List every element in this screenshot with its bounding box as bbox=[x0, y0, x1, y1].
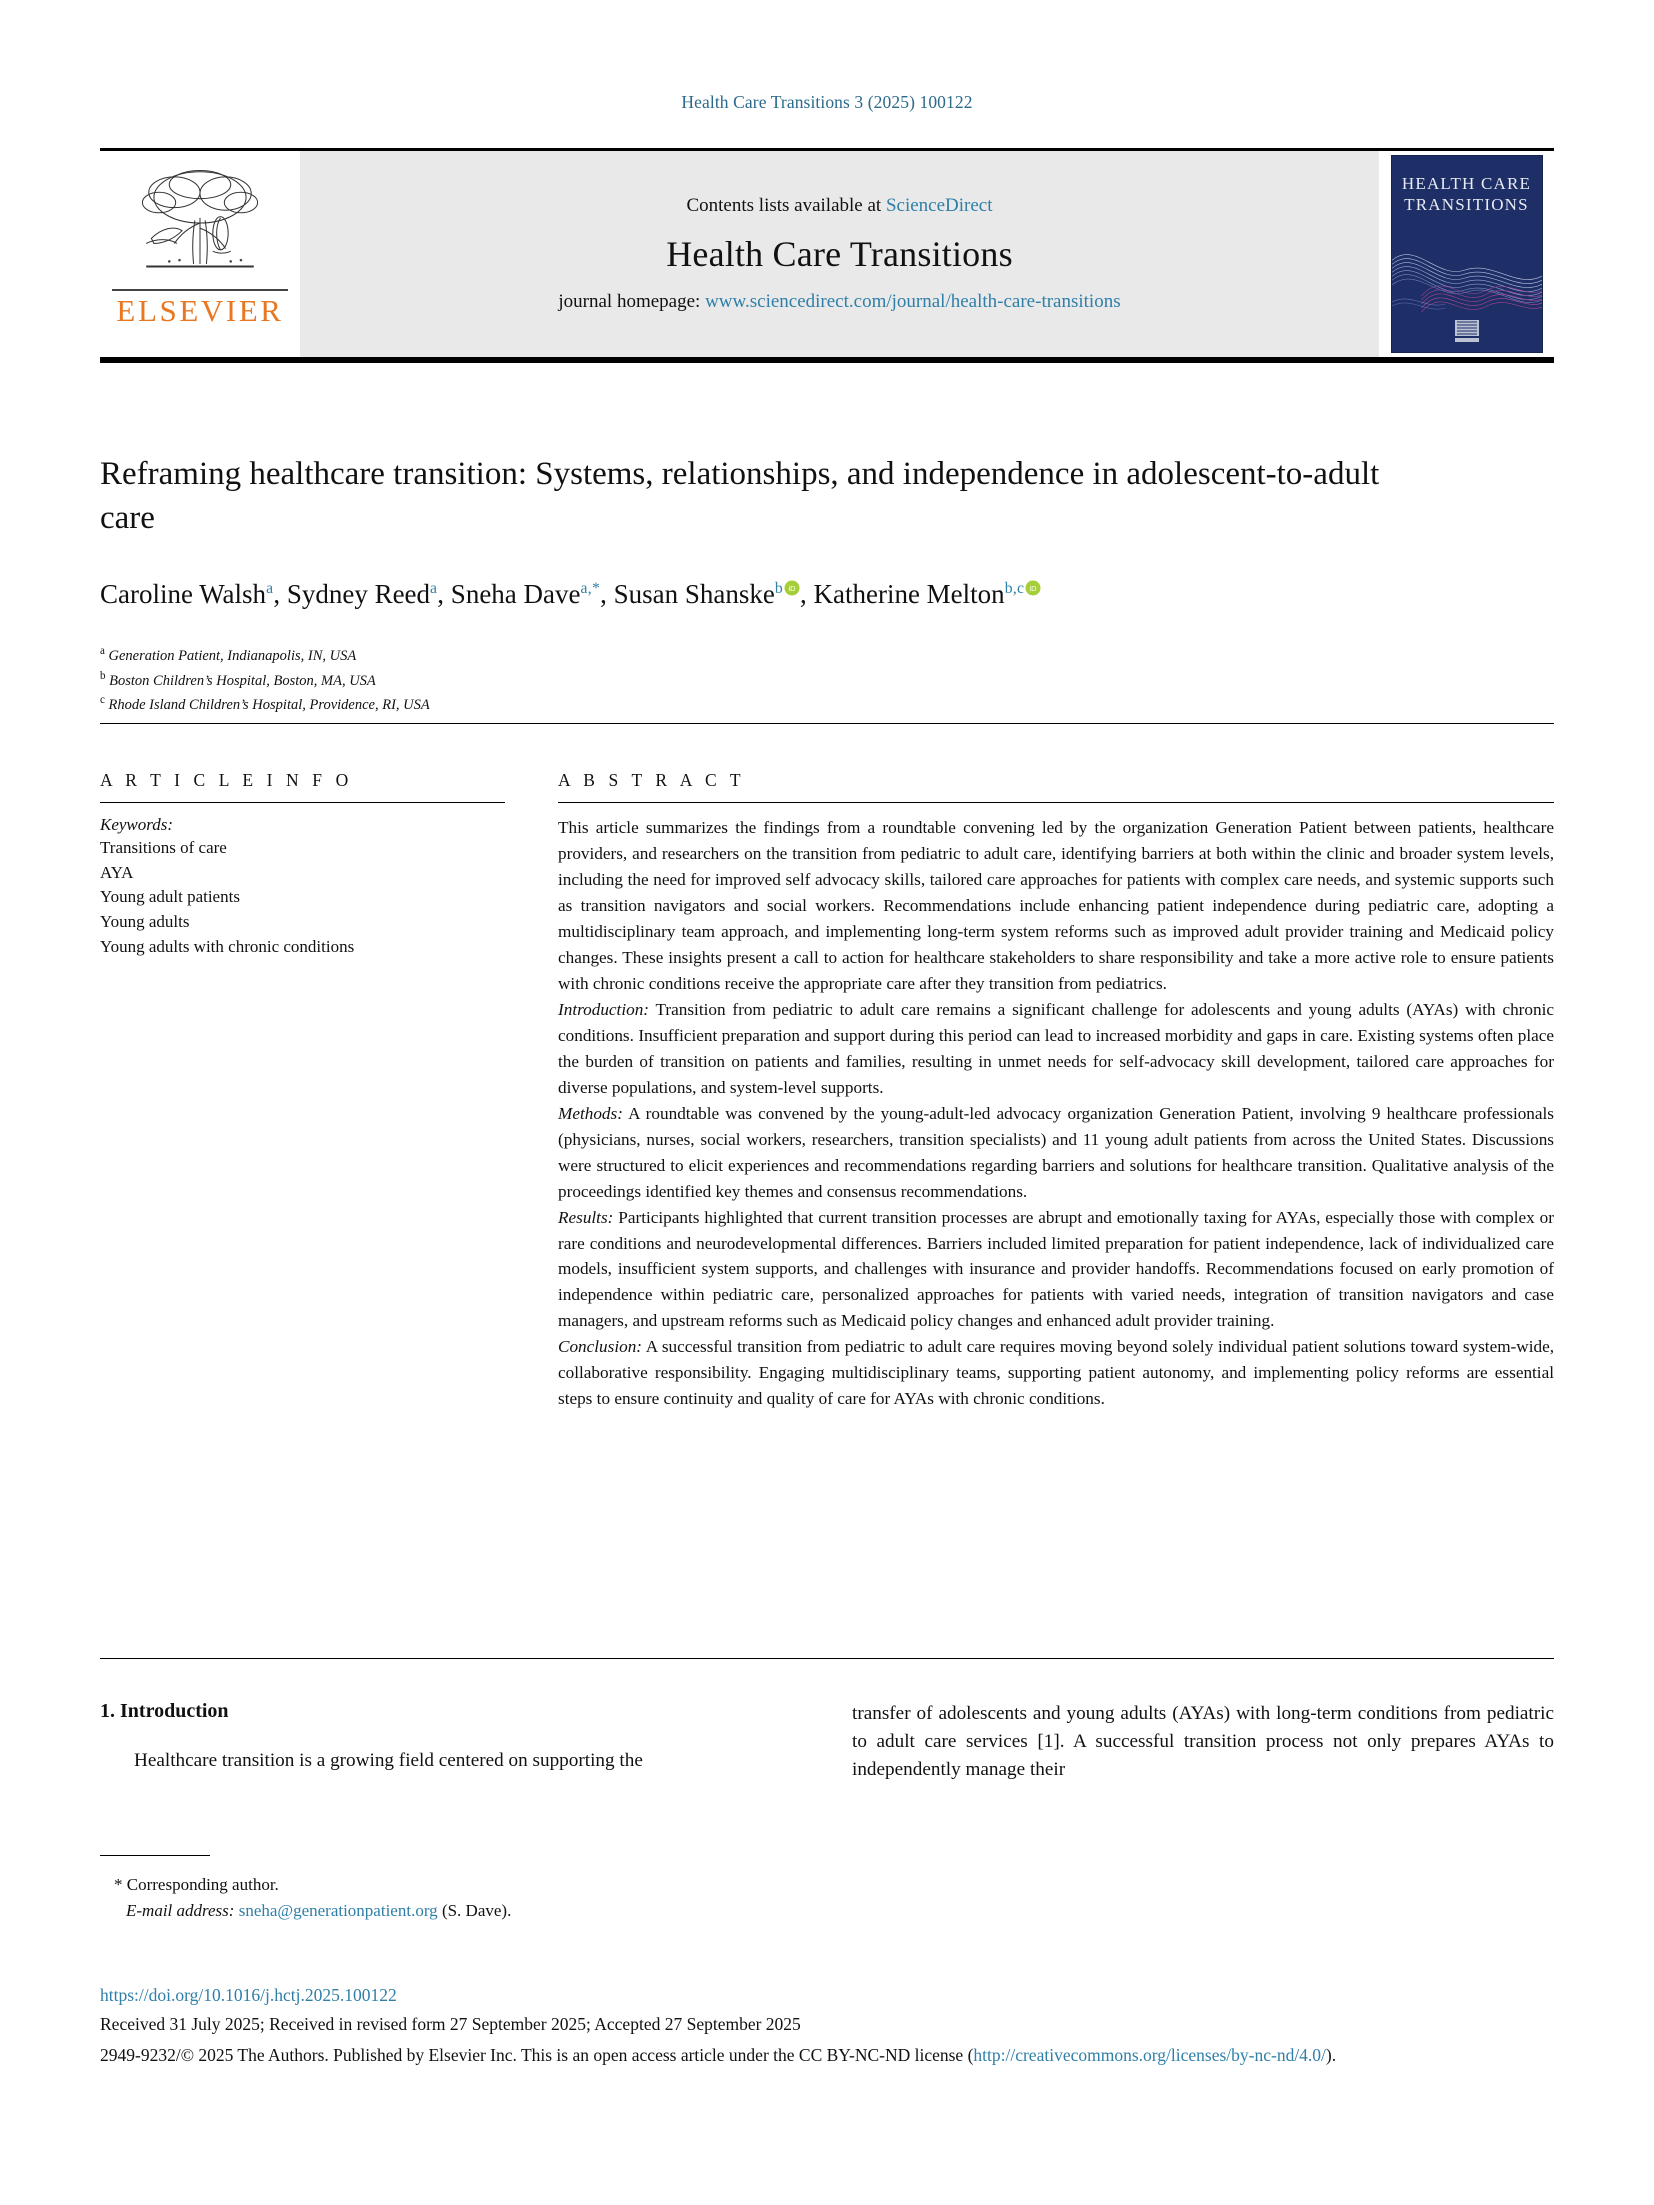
publisher-name: ELSEVIER bbox=[112, 289, 288, 329]
list-item: Young adults bbox=[100, 911, 190, 931]
journal-cover-block bbox=[1379, 151, 1554, 357]
email-label: E-mail address: bbox=[126, 1900, 235, 1920]
running-head: Health Care Transitions 3 (2025) 100122 bbox=[681, 92, 973, 112]
journal-masthead bbox=[100, 148, 1554, 363]
abstract-section bbox=[558, 1334, 1554, 1412]
doi-link-wrapper bbox=[100, 1985, 397, 2006]
abstract-column bbox=[558, 770, 1554, 1412]
affiliation-mark: b bbox=[100, 669, 106, 682]
contents-line bbox=[686, 195, 992, 217]
contents-prefix: Contents lists available at bbox=[686, 195, 886, 216]
abstract-heading: A B S T R A C T bbox=[558, 770, 746, 790]
footnote-divider bbox=[100, 1855, 210, 1856]
keywords-list bbox=[100, 836, 505, 959]
cover-title-line2: TRANSITIONS bbox=[1404, 194, 1529, 214]
author-affil-mark[interactable]: b bbox=[774, 580, 783, 597]
sciencedirect-link[interactable]: ScienceDirect bbox=[885, 195, 993, 216]
author-item bbox=[813, 579, 1041, 609]
abstract-section-label: Methods: bbox=[558, 1103, 623, 1123]
affiliation-mark: a bbox=[100, 645, 105, 657]
author-item bbox=[287, 579, 437, 609]
email-note bbox=[100, 1898, 860, 1924]
license-link[interactable]: http://creativecommons.org/licenses/by-nc-nd/4.0/ bbox=[973, 2045, 1326, 2065]
elsevier-tree-logo-icon bbox=[136, 159, 264, 287]
author-affil-mark[interactable]: a,* bbox=[580, 580, 601, 597]
author-separator: , bbox=[437, 579, 451, 609]
abstract-section-text: Participants highlighted that current transition processes are abrupt and emotionally taxing for AYAs, especially those with complex or rare conditions and neurodevelopmental differences. Barriers included limited preparation for patient independence, lack of individualized care models, insufficient system supports, and challenges with insurance and provider handoffs. Recommendations focused on early promotion of independence within pediatric care, personalized approaches for patients with varied needs, integration of transition navigators and case managers, and upstream reforms such as Medicaid policy changes and enhanced adult provider training. bbox=[558, 1207, 1554, 1331]
divider-above-abstract bbox=[100, 723, 1554, 724]
author-separator: , bbox=[600, 579, 614, 609]
affiliation-item bbox=[100, 692, 1000, 717]
publisher-logo-block bbox=[100, 151, 300, 357]
list-item: Transitions of care bbox=[100, 838, 227, 857]
keywords-label: Keywords: bbox=[100, 815, 174, 834]
license-prefix: 2949-9232/© 2025 The Authors. Published by Elsevier Inc. This is an open access article under the CC BY-NC-ND license ( bbox=[100, 2045, 974, 2065]
list-item: Young adult patients bbox=[100, 887, 240, 907]
affiliation-text: Boston Children’s Hospital, Boston, MA, USA bbox=[109, 672, 376, 689]
body-paragraph: transfer of adolescents and young adults (AYAs) with long-term conditions from pediatric to adult care services [1]. A successful transition process not only prepares AYAs to independently manage their bbox=[852, 1703, 1554, 1781]
journal-title: Health Care Transitions bbox=[666, 234, 1013, 274]
author-separator: , bbox=[799, 579, 814, 609]
affiliation-text: Rhode Island Children’s Hospital, Providence, RI, USA bbox=[108, 697, 430, 714]
journal-cover-image bbox=[1391, 155, 1543, 353]
homepage-prefix: journal homepage: bbox=[558, 291, 706, 312]
author-affil-mark[interactable]: b,c bbox=[1004, 580, 1025, 597]
corresponding-mark: * bbox=[114, 1875, 123, 1894]
abstract-summary: This article summarizes the findings from a roundtable convening led by the organization Generation Patient between patients, healthcare providers, and researchers on the transition from pediatric to adult care, identifying barriers at both within the clinic and broader system levels, including the need for improved self advocacy skills, tailored care approaches for patients with complex care needs, and systemic supports such as transition navigators and social workers. Recommendations include enhancing patient independence during pediatric care, adopting a multidisciplinary team approach, and implementing long-term system reforms such as improved adult provider training and Medicaid policy changes. These insights present a call to action for healthcare stakeholders to share responsibility and take a more active role to ensure patients with chronic conditions receive the appropriate care after they transition from pediatrics. bbox=[558, 818, 1554, 993]
author-list bbox=[100, 576, 1400, 612]
author-item bbox=[451, 579, 600, 609]
license-statement bbox=[100, 2043, 1552, 2068]
abstract-section bbox=[558, 1101, 1554, 1205]
author-name: Sydney Reed bbox=[286, 579, 431, 609]
abstract-section bbox=[558, 1205, 1554, 1335]
affiliation-item bbox=[100, 643, 1000, 668]
email-link[interactable]: sneha@generationpatient.org bbox=[238, 1900, 438, 1920]
author-affil-mark[interactable]: a bbox=[266, 580, 274, 597]
email-suffix: (S. Dave). bbox=[441, 1900, 512, 1920]
license-suffix: ). bbox=[1325, 2045, 1337, 2065]
abstract-section-text: A successful transition from pediatric to adult care requires moving beyond solely individual patient solutions toward system-wide, collaborative responsibility. Engaging multidisciplinary teams, supporting patient autonomy, and implementing policy reforms are essential steps to ensure continuity and quality of care for AYAs with chronic conditions. bbox=[558, 1337, 1554, 1409]
affiliation-text: Generation Patient, Indianapolis, IN, USA bbox=[108, 647, 357, 664]
divider-below-abstract bbox=[100, 1658, 1554, 1659]
article-info-column bbox=[100, 770, 505, 959]
list-item: AYA bbox=[100, 862, 134, 882]
cover-title-line1: HEALTH CARE bbox=[1401, 174, 1532, 193]
list-item: Young adults with chronic conditions bbox=[100, 936, 355, 956]
body-column-right bbox=[852, 1700, 1554, 1785]
abstract-section-label: Conclusion: bbox=[558, 1337, 643, 1357]
author-name: Katherine Melton bbox=[813, 579, 1005, 609]
abstract-section-text: A roundtable was convened by the young-adult-led advocacy organization Generation Patient, involving 9 healthcare professionals (physicians, nurses, social workers, researchers, transition specialists) and 11 young adult patients from across the United States. Discussions were structured to elicit experiences and recommendations regarding barriers and solutions for healthcare transition. Qualitative analysis of the proceedings identified key themes and consensus recommendations. bbox=[558, 1103, 1554, 1201]
abstract-body bbox=[558, 815, 1554, 1412]
author-separator: , bbox=[273, 579, 287, 609]
svg-text:iD: iD bbox=[1029, 584, 1037, 593]
corresponding-author-note bbox=[100, 1872, 860, 1898]
author-name: Sneha Dave bbox=[450, 579, 581, 609]
svg-text:iD: iD bbox=[788, 584, 796, 593]
cover-wave-graphic-icon bbox=[1392, 218, 1542, 323]
author-item bbox=[100, 579, 273, 609]
received-dates: Received 31 July 2025; Received in revised form 27 September 2025; Accepted 27 September 2025 bbox=[100, 2014, 801, 2034]
cover-title bbox=[1392, 174, 1542, 215]
section-heading-introduction: 1. Introduction bbox=[100, 1700, 229, 1722]
abstract-section-label: Results: bbox=[558, 1207, 614, 1227]
affiliation-mark: c bbox=[100, 694, 105, 707]
orcid-icon[interactable] bbox=[784, 580, 800, 596]
footnote-block bbox=[100, 1872, 860, 1923]
abstract-underline bbox=[558, 802, 1554, 803]
corresponding-label: Corresponding author. bbox=[126, 1875, 279, 1894]
affiliation-list bbox=[100, 643, 1000, 717]
elsevier-badge-icon bbox=[1453, 318, 1481, 344]
article-info-heading: A R T I C L E I N F O bbox=[100, 770, 353, 790]
author-affil-mark[interactable]: a bbox=[430, 580, 438, 597]
doi-link[interactable]: https://doi.org/10.1016/j.hctj.2025.100122 bbox=[100, 1985, 397, 2005]
homepage-line bbox=[558, 291, 1120, 313]
body-column-left bbox=[100, 1700, 800, 1775]
abstract-section-label: Introduction: bbox=[558, 999, 650, 1019]
page-title: Reframing healthcare transition: Systems, relationships, and independence in adolescent-to-adult care bbox=[100, 456, 1380, 537]
journal-homepage-link[interactable]: www.sciencedirect.com/journal/health-care-transitions bbox=[705, 291, 1121, 312]
orcid-icon[interactable] bbox=[1025, 580, 1041, 596]
author-name: Susan Shanske bbox=[613, 579, 775, 609]
abstract-section bbox=[558, 997, 1554, 1101]
author-name: Caroline Walsh bbox=[100, 579, 267, 609]
body-paragraph: Healthcare transition is a growing field centered on supporting the bbox=[134, 1750, 643, 1771]
affiliation-item bbox=[100, 668, 1000, 693]
abstract-section-text: Transition from pediatric to adult care remains a significant challenge for adolescents and young adults (AYAs) with chronic conditions. Insufficient preparation and support during this period can lead to increased morbidity and gaps in care. Existing systems often place the burden of transition on patients and families, resulting in unmet needs for self-advocacy skill development, tailored care approaches for diverse populations, and system-level supports. bbox=[558, 999, 1554, 1097]
masthead-center bbox=[300, 151, 1379, 357]
author-item bbox=[614, 579, 800, 609]
article-info-underline bbox=[100, 802, 505, 803]
